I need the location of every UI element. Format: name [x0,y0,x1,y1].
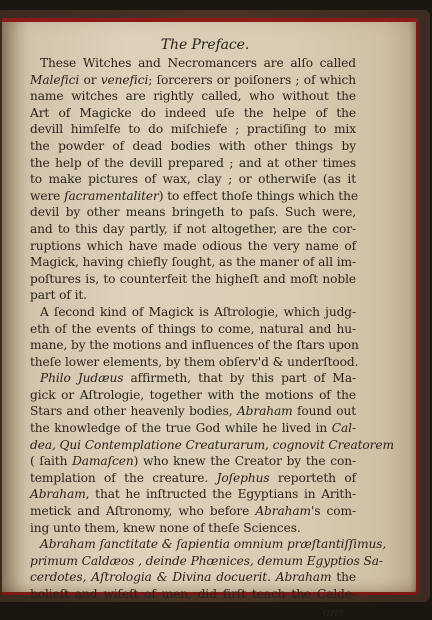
italic-span: cerdotes, Aſtrologia & Divina docuerit. [30,570,271,585]
text-line [30,586,356,603]
text-line [30,503,356,520]
italic-span: ſacramentaliter [64,188,159,203]
roman-span: ) who knew the Creator by the con- [133,454,356,469]
roman-span: Magick, having chiefly ſought, as the maner of all im- [30,255,356,270]
roman-span: ing unto them, knew none of theſe Sciences. [30,520,301,535]
text-line [30,204,356,221]
roman-span: the knowledge of the true God while he lived in [30,421,332,436]
roman-span: reporteth of [269,470,356,485]
roman-span: 's com- [311,504,356,519]
roman-span: mane, by the motions and influences of the ſtars upon [30,338,359,353]
roman-span: devill himſelfe to do miſchiefe ; practiſing to mix [30,122,356,137]
catchword: ans [322,604,344,619]
text-line [30,337,359,354]
roman-span: theſe lower elements, by them obſerv'd & underſtood. [30,354,359,369]
roman-span: were [30,188,65,203]
roman-span: ( ſaith [30,454,73,469]
text-line [30,105,356,122]
roman-span: the powder of dead bodies with other things by [30,138,356,153]
roman-span: found out [292,404,356,419]
text-line [30,403,356,420]
text-line [30,188,356,205]
text-line [30,536,387,553]
roman-span: gick or Aſtrologie, together with the motions of the [30,387,356,402]
roman-span: A ſecond kind of Magick is Aſtrologie, which judg- [40,304,356,319]
text-line [30,453,356,470]
italic-span: venefici [100,72,149,87]
italic-span: Cal- [331,421,356,436]
roman-span: ; ſorcerers or poiſoners ; of which [148,72,357,87]
text-line [30,271,356,288]
roman-span: ) to effect thoſe things which the [158,188,358,203]
roman-span: , that he inſtructed the Egyptians in Arith- [85,487,356,502]
roman-span: and to this day partly, if not altogether, are the cor- [30,221,356,236]
roman-span: name witches are rightly called, who without the [30,89,356,104]
text-line [30,420,356,437]
roman-span: to make pictures of wax, clay ; or otherwiſe (as it [30,172,356,187]
body-lines [30,55,394,603]
text-line [30,221,356,238]
italic-span: Abraham [255,504,312,519]
roman-span: the help of the devill prepared ; and at other times [30,155,356,170]
roman-span: part of it. [30,288,87,303]
text-line [30,155,356,172]
text-line [30,470,356,487]
roman-span: eth of the events of things to come, natural and hu- [30,321,356,336]
italic-span: Philo Judæus [40,371,124,386]
roman-span: Stars and other heavenly bodies, [30,404,237,419]
page-header: The Preface. [160,37,250,53]
italic-span: Abraham [30,487,86,502]
text-line [30,354,359,371]
roman-span: metick and Aſtronomy, who before [30,504,256,519]
text-line [30,486,356,503]
italic-span: Damaſcen [72,454,134,469]
italic-span: Abraham ſanctitate & ſapientia omnium præſtantiſſimus, [40,537,387,552]
text-line [30,121,356,138]
roman-span: affirmeth, that by this part of Ma- [123,371,356,386]
text-line [30,238,356,255]
book-page [2,18,419,619]
text-line [30,321,356,338]
roman-span: holieſt and wiſeſt of men, did firſt teach the Calde- [30,587,356,601]
roman-span: Art of Magicke do indeed uſe the helpe of the [30,105,356,120]
text-line [30,55,356,72]
italic-span: dea, Qui Contemplatione Creaturarum, cognovit Creatorem [30,437,394,452]
roman-span: These Witches and Necromancers are alſo called [40,56,356,70]
text-line [30,304,356,321]
text-line [30,520,356,537]
text-line [30,569,356,586]
roman-span: devil by other means bringeth to paſs. Such were, [30,205,356,220]
text-line [30,553,383,570]
italic-span: Joſephus [216,470,270,485]
page-text [30,36,394,620]
text-line [30,370,356,387]
text-line [30,254,356,271]
italic-span: Abraham [275,570,332,585]
text-line [30,171,356,188]
text-line [30,437,394,454]
italic-span: primum Caldæos , deinde Phœnices, demum Egyptios Sa- [30,553,383,568]
roman-span: ruptions which have made odious the very name of [30,238,356,253]
text-line [30,72,356,89]
italic-span: Malefici [30,72,80,87]
page-edge-shadow [410,22,416,592]
italic-span: Abraham [236,404,293,419]
text-line [30,88,356,105]
text-line [30,138,356,155]
roman-span: poſtures is, to counterfeit the higheſt and moſt noble [30,271,356,286]
roman-span: or [79,72,101,87]
text-line [30,287,356,304]
text-line [30,387,356,404]
roman-span: templation of the creature. [30,470,217,485]
roman-span: the [331,570,356,585]
